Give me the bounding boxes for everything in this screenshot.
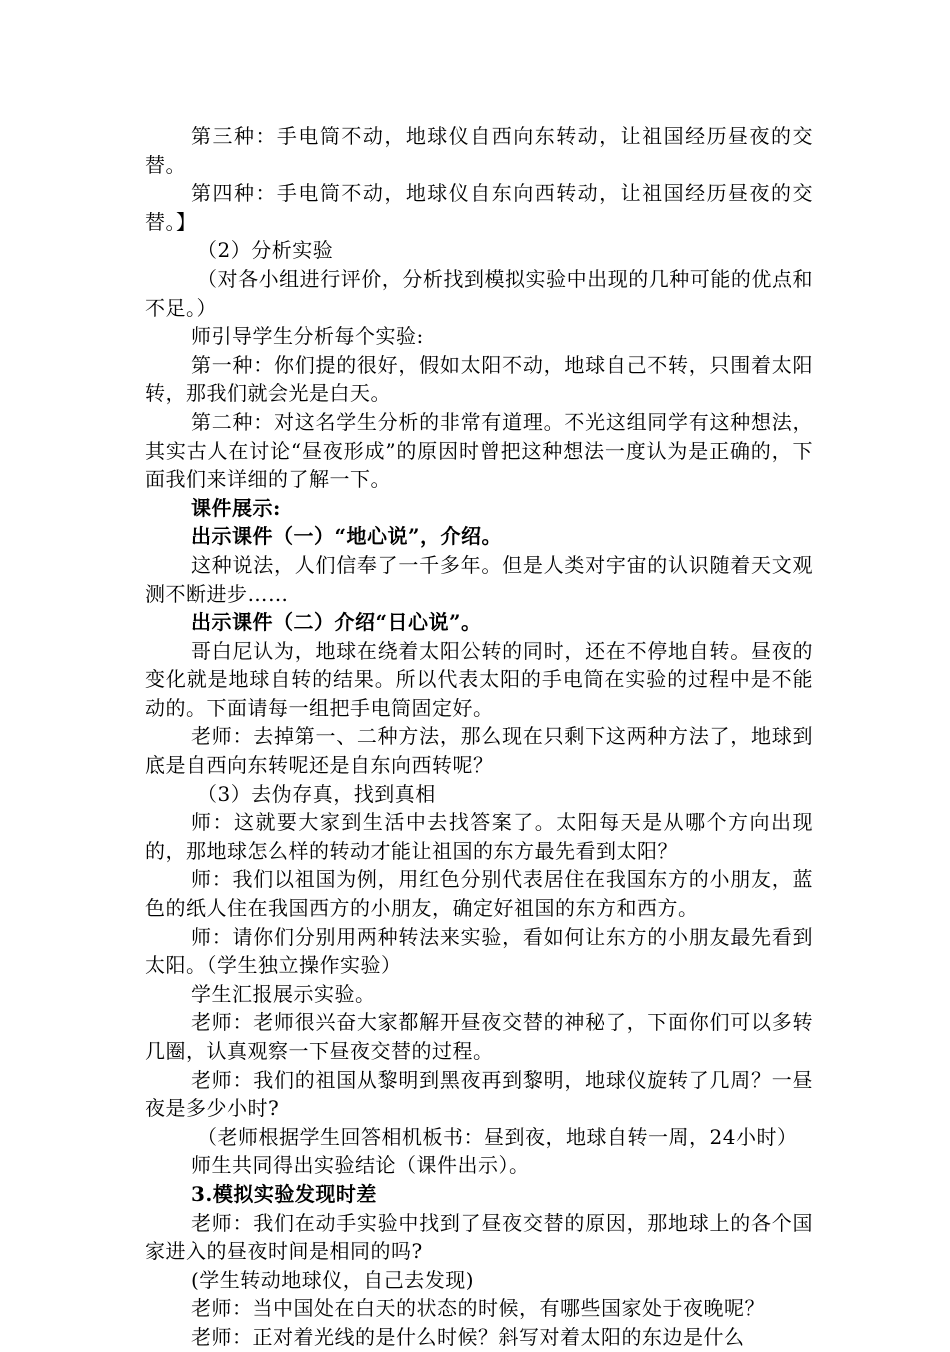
paragraph: 老师：老师很兴奋大家都解开昼夜交替的神秘了，下面你们可以多转几圈，认真观察一下昼夜交替的过程。 <box>145 1010 813 1063</box>
section-heading: 3.模拟实验发现时差 <box>191 1181 377 1206</box>
section-heading: 课件展示: <box>191 495 281 520</box>
paragraph: 第一种：你们提的很好，假如太阳不动，地球自己不转，只围着太阳转，那我们就会光是白天。 <box>145 352 813 406</box>
paragraph: 老师：去掉第一、二种方法，那么现在只剩下这两种方法了，地球到底是自西向东转呢还是自东向西转呢？ <box>145 724 813 778</box>
paragraph: 第三种：手电筒不动，地球仪自西向东转动，让祖国经历昼夜的交替。 <box>145 124 813 177</box>
paragraph: 师引导学生分析每个实验: <box>191 324 424 349</box>
paragraph: 这种说法，人们信奉了一千多年。但是人类对宇宙的认识随着天文观测不断进步…… <box>145 552 813 606</box>
paragraph: （老师根据学生回答相机板书：昼到夜，地球自转一周，24小时） <box>197 1124 798 1149</box>
section-heading: 出示课件（二）介绍“日心说”。 <box>191 610 482 635</box>
paragraph: (学生转动地球仪，自己去发现) <box>191 1267 475 1292</box>
paragraph: （2）分析实验 <box>197 238 334 263</box>
paragraph: 哥白尼认为，地球在绕着太阳公转的同时，还在不停地自转。昼夜的变化就是地球自转的结果。所以代表太阳的手电筒在实验的过程中是不能动的。下面请每一组把手电筒固定好。 <box>145 638 813 720</box>
paragraph: 老师：我们在动手实验中找到了昼夜交替的原因，那地球上的各个国家进入的昼夜时间是相同的吗? <box>145 1210 813 1264</box>
paragraph: 师：这就要大家到生活中去找答案了。太阳每天是从哪个方向出现的，那地球怎么样的转动才能让祖国的东方最先看到太阳？ <box>145 810 813 863</box>
paragraph: 第二种：对这名学生分析的非常有道理。不光这组同学有这种想法，其实古人在讨论“昼夜形成”的原因时曾把这种想法一度认为是正确的，下面我们来详细的了解一下。 <box>145 409 813 492</box>
section-heading: 出示课件（一）“地心说”，介绍。 <box>191 524 503 549</box>
paragraph: 师：请你们分别用两种转法来实验，看如何让东方的小朋友最先看到太阳。（学生独立操作实验） <box>145 924 813 978</box>
paragraph: 老师：我们的祖国从黎明到黑夜再到黎明，地球仪旋转了几周？一昼夜是多少小时? <box>145 1067 813 1121</box>
paragraph: 老师：正对着光线的是什么时候？斜写对着太阳的东边是什么 <box>191 1324 745 1349</box>
paragraph: 师：我们以祖国为例，用红色分别代表居住在我国东方的小朋友，蓝色的纸人住在我国西方的小朋友，确定好祖国的东方和西方。 <box>145 867 813 921</box>
paragraph: 第四种：手电筒不动，地球仪自东向西转动，让祖国经历昼夜的交替。】 <box>145 181 813 234</box>
paragraph: 师生共同得出实验结论（课件出示）。 <box>191 1153 530 1178</box>
paragraph: 学生汇报展示实验。 <box>191 981 376 1006</box>
paragraph: （对各小组进行评价，分析找到模拟实验中出现的几种可能的优点和不足。） <box>145 266 813 320</box>
document-body <box>145 122 813 1352</box>
paragraph: 老师：当中国处在白天的状态的时候，有哪些国家处于夜晚呢？ <box>191 1296 765 1321</box>
paragraph: （3）去伪存真，找到真相 <box>197 781 436 806</box>
